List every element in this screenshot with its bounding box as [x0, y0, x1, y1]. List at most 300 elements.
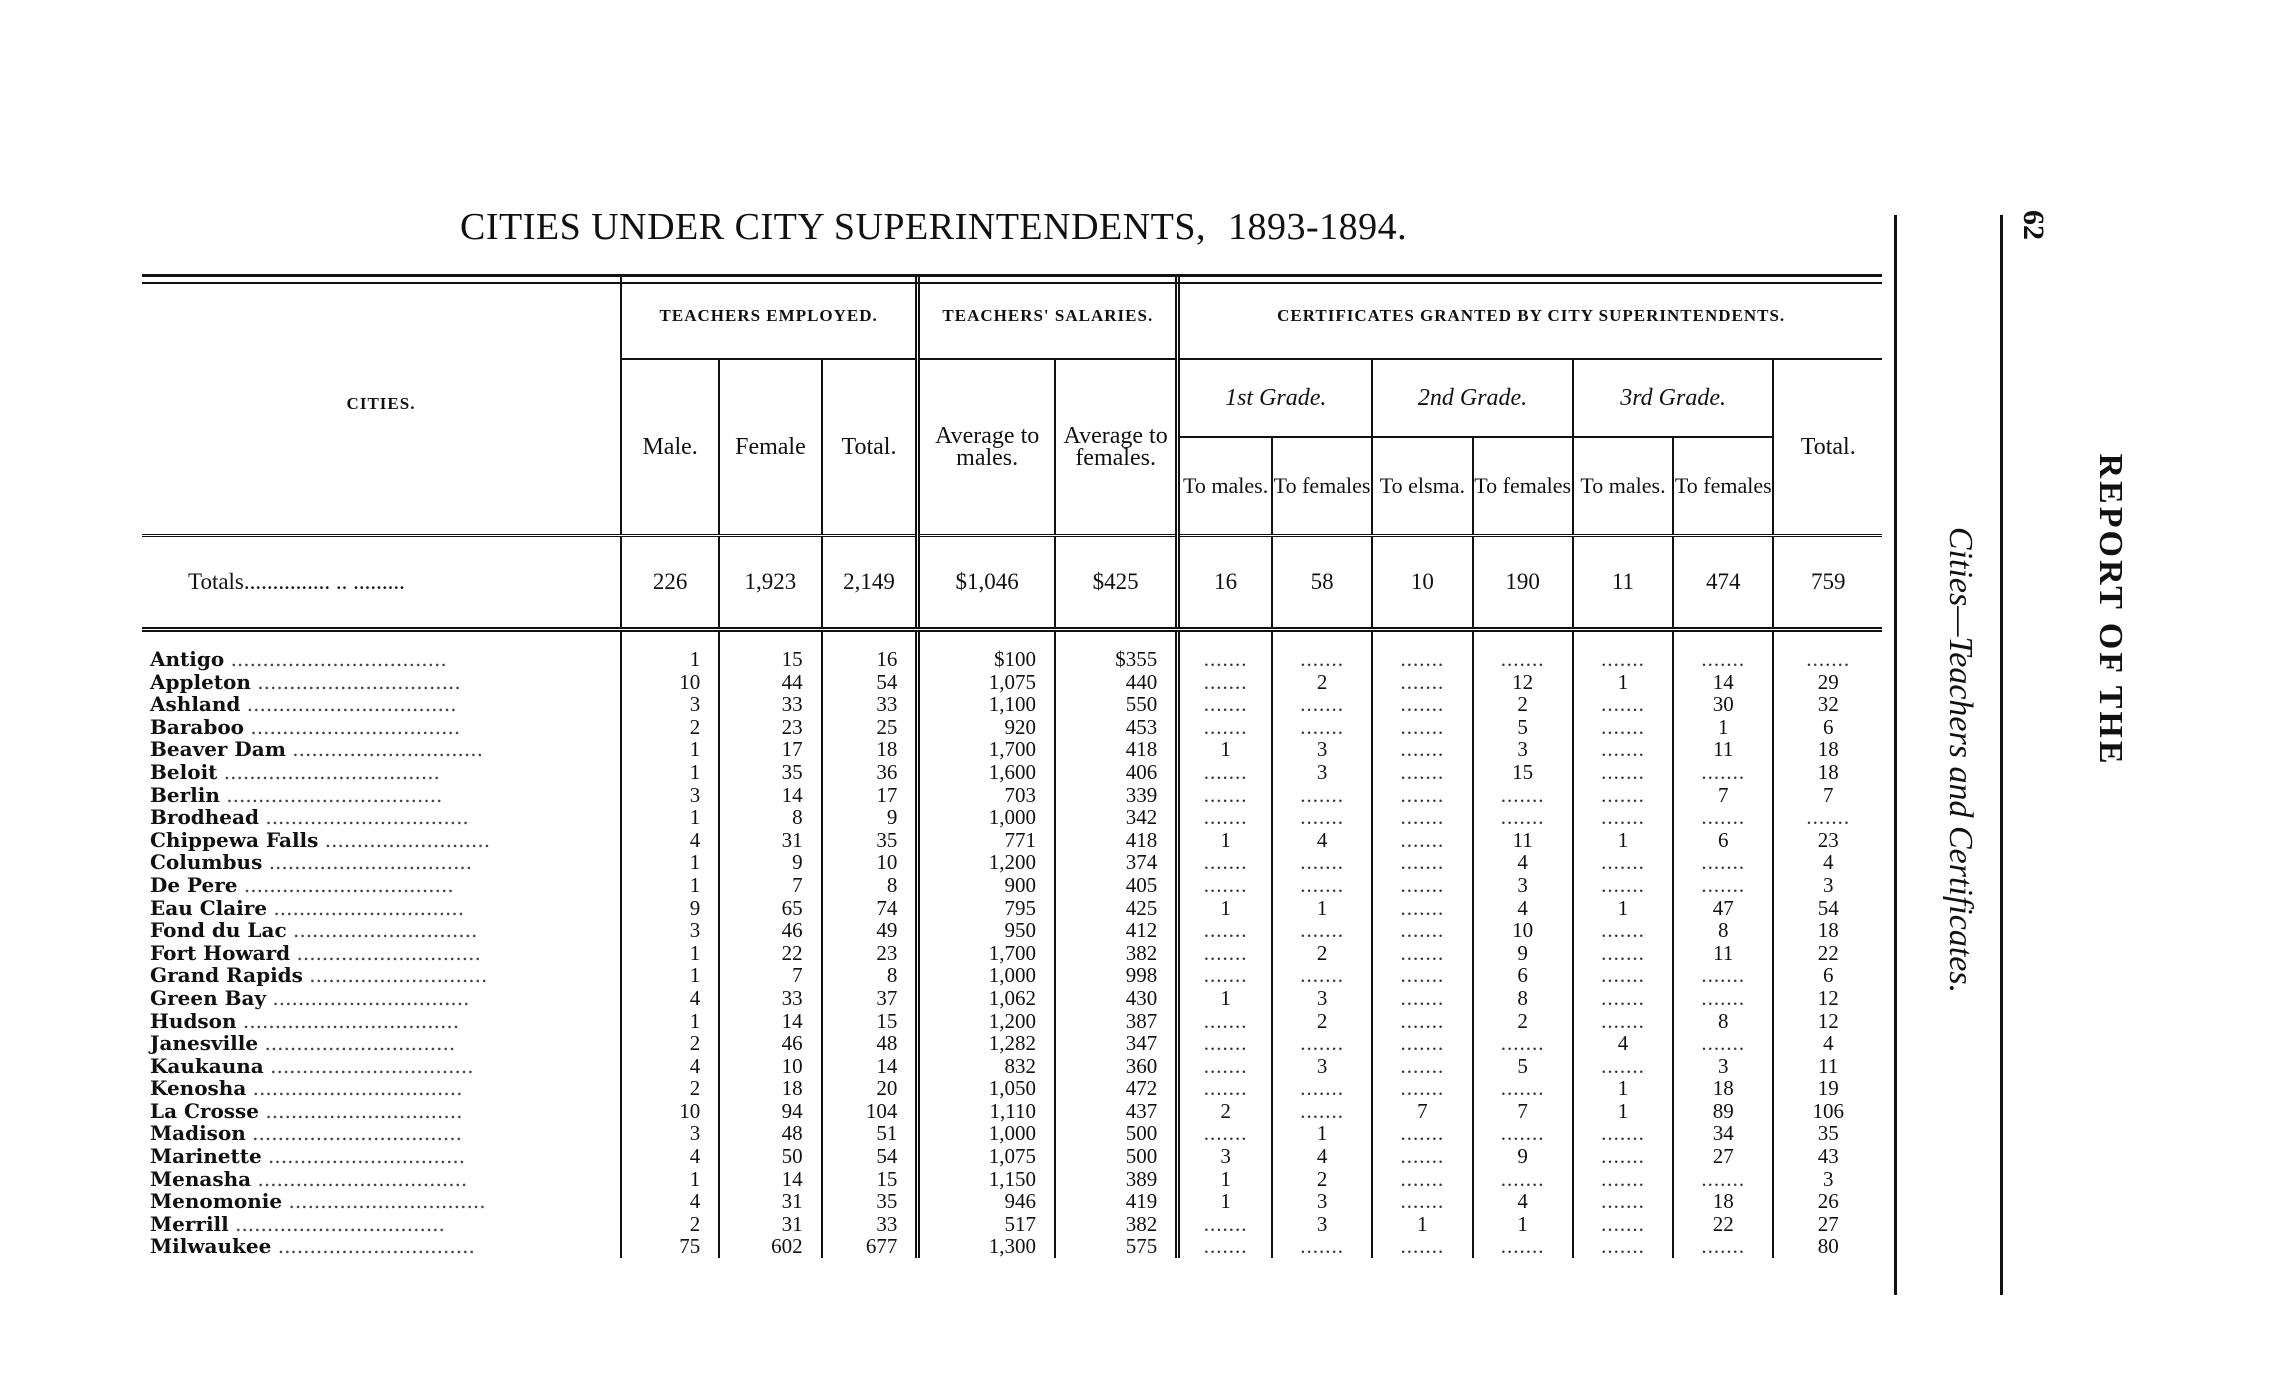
cell-female: 8 — [719, 806, 821, 829]
cell-cert-total: 4 — [1773, 1032, 1882, 1055]
cell-g1-females: 3 — [1272, 761, 1372, 784]
cell-avg-females: 425 — [1055, 897, 1178, 920]
cell-g1-females: 2 — [1272, 1168, 1372, 1191]
cell-g2-females: 3 — [1473, 874, 1573, 897]
city-name: Green Bay ............................... — [150, 986, 470, 1010]
cell-g1-females: ....... — [1272, 851, 1372, 874]
cell-g3-males: ....... — [1573, 1235, 1673, 1258]
cell-g2-females: 7 — [1473, 1100, 1573, 1123]
cell-g2-females: 5 — [1473, 716, 1573, 739]
cell-g3-females: 89 — [1673, 1100, 1773, 1123]
cell-male: 1 — [621, 806, 719, 829]
cell-g1-males: ....... — [1178, 874, 1272, 897]
table-row — [142, 693, 1882, 716]
cell-total: 36 — [822, 761, 918, 784]
cell-g2-males: 1 — [1372, 1213, 1472, 1236]
cell-total: 33 — [822, 693, 918, 716]
cell-g3-females: 11 — [1673, 738, 1773, 761]
cell-g1-females: ....... — [1272, 630, 1372, 671]
cell-male: 1 — [621, 874, 719, 897]
city-name: Kaukauna ................................ — [150, 1054, 474, 1078]
cell-g2-males: ....... — [1372, 738, 1472, 761]
city-name: Milwaukee ............................... — [150, 1235, 475, 1259]
cell-female: 31 — [719, 829, 821, 852]
city-name: Hudson .................................. — [150, 1009, 460, 1033]
page-number: 62 — [2017, 210, 2050, 240]
running-head: REPORT OF THE — [2092, 453, 2129, 767]
header-cert-total: Total. — [1773, 359, 1882, 536]
totals-g2-males: 10 — [1372, 536, 1472, 630]
cell-g1-males: 1 — [1178, 1168, 1272, 1191]
cell-g1-females: 3 — [1272, 738, 1372, 761]
table-row — [142, 1100, 1882, 1123]
cell-avg-females: 575 — [1055, 1235, 1178, 1258]
cell-g1-females: 2 — [1272, 942, 1372, 965]
table-row — [142, 897, 1882, 920]
cell-male: 1 — [621, 738, 719, 761]
header-teachers-salaries: TEACHERS' SALARIES. — [918, 274, 1178, 359]
cell-g2-males: ....... — [1372, 806, 1472, 829]
cell-total: 18 — [822, 738, 918, 761]
header-g3-males: To males. — [1573, 437, 1673, 536]
cell-avg-males: 1,100 — [918, 693, 1055, 716]
cell-g3-males: ....... — [1573, 919, 1673, 942]
cell-g3-males: 1 — [1573, 829, 1673, 852]
dot-leader: ................................. — [251, 1167, 468, 1191]
cell-avg-males: 900 — [918, 874, 1055, 897]
cell-g3-females: 18 — [1673, 1190, 1773, 1213]
cell-avg-males: 1,075 — [918, 671, 1055, 694]
city-name: Appleton ................................ — [150, 670, 461, 694]
cell-total: 15 — [822, 1010, 918, 1033]
dot-leader: ................................ — [262, 851, 473, 874]
cell-g3-females: ....... — [1673, 761, 1773, 784]
cell-male: 75 — [621, 1235, 719, 1258]
header-g3-females: To females — [1673, 437, 1773, 536]
header-grade-2: 2nd Grade. — [1372, 359, 1573, 437]
city-name: Grand Rapids ............................ — [150, 964, 488, 987]
cell-cert-total: ....... — [1773, 806, 1882, 829]
cell-g1-males: ....... — [1178, 1235, 1272, 1258]
cell-g3-males: ....... — [1573, 806, 1673, 829]
cell-cert-total: 27 — [1773, 1213, 1882, 1236]
cell-total: 8 — [822, 874, 918, 897]
dot-leader: .................................. — [236, 1009, 460, 1033]
cell-g2-females: ....... — [1473, 1077, 1573, 1100]
cell-g3-females: ....... — [1673, 630, 1773, 671]
table-row — [142, 806, 1882, 829]
cell-g1-females: 4 — [1272, 1145, 1372, 1168]
cell-g3-males: ....... — [1573, 693, 1673, 716]
cell-cert-total: 3 — [1773, 1168, 1882, 1191]
cell-g3-females: 6 — [1673, 829, 1773, 852]
cell-g3-males: ....... — [1573, 1010, 1673, 1033]
cell-g2-males: ....... — [1372, 693, 1472, 716]
cell-g1-males: ....... — [1178, 693, 1272, 716]
table-row — [142, 1055, 1882, 1078]
cell-g1-females: ....... — [1272, 693, 1372, 716]
cell-g2-males: ....... — [1372, 942, 1472, 965]
cell-g1-males: 1 — [1178, 1190, 1272, 1213]
cell-total: 9 — [822, 806, 918, 829]
cell-cert-total: 32 — [1773, 693, 1882, 716]
header-male: Male. — [621, 359, 719, 536]
header-teachers-employed: TEACHERS EMPLOYED. — [621, 274, 918, 359]
city-name: De Pere ................................. — [150, 873, 454, 897]
cell-g1-females: ....... — [1272, 964, 1372, 987]
city-name: Ashland ................................. — [150, 693, 457, 716]
cell-g1-females: ....... — [1272, 716, 1372, 739]
cell-female: 46 — [719, 1032, 821, 1055]
cell-avg-males: 946 — [918, 1190, 1055, 1213]
cell-g2-females: ....... — [1473, 806, 1573, 829]
city-name: Menasha ................................. — [150, 1167, 468, 1191]
dot-leader: ................................. — [246, 1077, 463, 1100]
dot-leader: .................................. — [224, 647, 447, 671]
table-row — [142, 1213, 1882, 1236]
dot-leader: ................................. — [237, 873, 454, 897]
cell-g2-males: ....... — [1372, 1235, 1472, 1258]
cell-g3-males: ....... — [1573, 716, 1673, 739]
cell-avg-males: 1,150 — [918, 1168, 1055, 1191]
cell-female: 14 — [719, 1168, 821, 1191]
cell-g1-females: 3 — [1272, 1190, 1372, 1213]
table-row — [142, 987, 1882, 1010]
totals-avg-males: $1,046 — [918, 536, 1055, 630]
cell-total: 51 — [822, 1122, 918, 1145]
cell-cert-total: 26 — [1773, 1190, 1882, 1213]
city-name: Fort Howard ............................. — [150, 941, 481, 965]
cell-g3-females: 1 — [1673, 716, 1773, 739]
cell-male: 9 — [621, 897, 719, 920]
cell-g2-females: 11 — [1473, 829, 1573, 852]
cell-g2-males: 7 — [1372, 1100, 1472, 1123]
cell-g1-males: 1 — [1178, 897, 1272, 920]
cell-g3-females: 27 — [1673, 1145, 1773, 1168]
cell-g1-females: ....... — [1272, 874, 1372, 897]
cell-avg-females: 500 — [1055, 1122, 1178, 1145]
cell-total: 49 — [822, 919, 918, 942]
city-name: Beloit .................................. — [150, 760, 440, 784]
cell-avg-females: 405 — [1055, 874, 1178, 897]
table-row — [142, 761, 1882, 784]
header-grade-1: 1st Grade. — [1178, 359, 1372, 437]
city-name: Columbus ................................ — [150, 851, 473, 874]
cell-female: 7 — [719, 964, 821, 987]
totals-g1-females: 58 — [1272, 536, 1372, 630]
city-name: Brodhead ................................ — [150, 806, 469, 829]
cell-g2-females: ....... — [1473, 1122, 1573, 1145]
cell-total: 25 — [822, 716, 918, 739]
header-total: Total. — [822, 359, 918, 536]
cell-g1-females: ....... — [1272, 1235, 1372, 1258]
cell-male: 3 — [621, 784, 719, 807]
cell-g3-females: 22 — [1673, 1213, 1773, 1236]
city-name: Antigo .................................. — [150, 647, 447, 671]
dot-leader: .................................. — [219, 783, 443, 807]
table-row — [142, 874, 1882, 897]
cell-g3-males: ....... — [1573, 761, 1673, 784]
cell-g3-females: ....... — [1673, 851, 1773, 874]
cell-cert-total: 6 — [1773, 964, 1882, 987]
cell-total: 104 — [822, 1100, 918, 1123]
table-row — [142, 1145, 1882, 1168]
cell-avg-females: 998 — [1055, 964, 1178, 987]
cell-avg-males: 1,200 — [918, 851, 1055, 874]
cell-g2-males: ....... — [1372, 630, 1472, 671]
superintendents-table-wrap — [142, 274, 1882, 1258]
cell-g3-females: 34 — [1673, 1122, 1773, 1145]
cell-cert-total: 54 — [1773, 897, 1882, 920]
cell-total: 35 — [822, 829, 918, 852]
cell-g3-males: ....... — [1573, 738, 1673, 761]
margin-rule-1 — [1894, 215, 1897, 1295]
cell-male: 1 — [621, 851, 719, 874]
totals-g2-females: 190 — [1473, 536, 1573, 630]
cell-male: 1 — [621, 942, 719, 965]
dot-leader: .............................. — [267, 896, 465, 920]
cell-male: 3 — [621, 919, 719, 942]
cell-g2-females: ....... — [1473, 784, 1573, 807]
cell-avg-males: 1,050 — [918, 1077, 1055, 1100]
side-caption: Cities—Teachers and Certificates. — [1942, 526, 1979, 994]
table-row — [142, 851, 1882, 874]
header-cities: CITIES. — [346, 394, 416, 413]
table-row — [142, 1077, 1882, 1100]
cell-male: 1 — [621, 630, 719, 671]
cell-g3-males: ....... — [1573, 964, 1673, 987]
cell-g1-males: ....... — [1178, 1010, 1272, 1033]
cell-avg-females: 339 — [1055, 784, 1178, 807]
totals-g3-females: 474 — [1673, 536, 1773, 630]
cell-cert-total: 22 — [1773, 942, 1882, 965]
cell-cert-total: 43 — [1773, 1145, 1882, 1168]
table-row — [142, 738, 1882, 761]
table-row — [142, 716, 1882, 739]
cell-g2-males: ....... — [1372, 784, 1472, 807]
cell-g1-males: ....... — [1178, 1032, 1272, 1055]
cell-g3-males: ....... — [1573, 851, 1673, 874]
city-name: Chippewa Falls .......................... — [150, 828, 491, 852]
table-row — [142, 919, 1882, 942]
cell-g3-males: 1 — [1573, 1100, 1673, 1123]
cell-total: 33 — [822, 1213, 918, 1236]
cell-g1-females: 1 — [1272, 897, 1372, 920]
cell-g1-females: 3 — [1272, 1055, 1372, 1078]
cell-female: 65 — [719, 897, 821, 920]
cell-g3-females: ....... — [1673, 874, 1773, 897]
cell-g2-males: ....... — [1372, 761, 1472, 784]
city-rows — [142, 630, 1882, 1259]
totals-section — [142, 536, 1882, 630]
cell-g2-females: 8 — [1473, 987, 1573, 1010]
cell-g1-females: ....... — [1272, 1077, 1372, 1100]
header-g1-males: To males. — [1178, 437, 1272, 536]
cell-g2-males: ....... — [1372, 964, 1472, 987]
totals-g3-males: 11 — [1573, 536, 1673, 630]
cell-g2-females: 15 — [1473, 761, 1573, 784]
cell-avg-females: 418 — [1055, 738, 1178, 761]
cell-female: 17 — [719, 738, 821, 761]
cell-g2-females: ....... — [1473, 630, 1573, 671]
cell-g2-females: 4 — [1473, 1190, 1573, 1213]
cell-avg-females: 382 — [1055, 942, 1178, 965]
cell-cert-total: 18 — [1773, 738, 1882, 761]
cell-g1-females: ....... — [1272, 1100, 1372, 1123]
cell-cert-total: 18 — [1773, 761, 1882, 784]
cell-total: 54 — [822, 1145, 918, 1168]
cell-male: 1 — [621, 964, 719, 987]
cell-g3-males: ....... — [1573, 1055, 1673, 1078]
cell-g1-males: ....... — [1178, 716, 1272, 739]
dot-leader: ................................ — [258, 806, 469, 829]
cell-g2-females: 4 — [1473, 897, 1573, 920]
cell-g2-females: 2 — [1473, 693, 1573, 716]
cell-male: 2 — [621, 1077, 719, 1100]
cell-g1-males: ....... — [1178, 919, 1272, 942]
cell-g2-males: ....... — [1372, 1077, 1472, 1100]
dot-leader: ............................. — [286, 919, 478, 942]
cell-female: 31 — [719, 1213, 821, 1236]
cell-male: 4 — [621, 1055, 719, 1078]
totals-female: 1,923 — [719, 536, 821, 630]
cell-g2-females: ....... — [1473, 1235, 1573, 1258]
cell-g3-males: 1 — [1573, 1077, 1673, 1100]
dot-leader: ................................. — [240, 693, 457, 716]
cell-total: 23 — [822, 942, 918, 965]
header-g1-females: To females — [1272, 437, 1372, 536]
table-row — [142, 1032, 1882, 1055]
cell-cert-total: 12 — [1773, 987, 1882, 1010]
table-row — [142, 964, 1882, 987]
cell-female: 44 — [719, 671, 821, 694]
cell-avg-males: 920 — [918, 716, 1055, 739]
dot-leader: .................................. — [217, 760, 440, 784]
header-g2-males: To elsma. — [1372, 437, 1472, 536]
cell-cert-total: 7 — [1773, 784, 1882, 807]
cell-g3-females: 8 — [1673, 1010, 1773, 1033]
cell-female: 9 — [719, 851, 821, 874]
table-row — [142, 1190, 1882, 1213]
city-name: Merrill ................................. — [150, 1212, 445, 1236]
cell-avg-males: 950 — [918, 919, 1055, 942]
cell-g1-females: ....... — [1272, 919, 1372, 942]
cell-avg-females: 453 — [1055, 716, 1178, 739]
cell-avg-females: 418 — [1055, 829, 1178, 852]
cell-cert-total: 18 — [1773, 919, 1882, 942]
cell-male: 1 — [621, 1010, 719, 1033]
dot-leader: ............................... — [261, 1145, 466, 1168]
cell-male: 4 — [621, 987, 719, 1010]
header-g2-females: To females — [1473, 437, 1573, 536]
header-avg-males: Average to males. — [918, 359, 1055, 536]
cell-female: 31 — [719, 1190, 821, 1213]
title-year: 1893-1894. — [1228, 206, 1408, 248]
cell-male: 4 — [621, 1190, 719, 1213]
cell-g3-males: ....... — [1573, 1145, 1673, 1168]
cell-g3-males: ....... — [1573, 1213, 1673, 1236]
city-name: Janesville .............................. — [150, 1032, 456, 1055]
cell-g2-males: ....... — [1372, 1032, 1472, 1055]
cell-g3-females: 47 — [1673, 897, 1773, 920]
cell-avg-females: 342 — [1055, 806, 1178, 829]
cell-g1-females: ....... — [1272, 806, 1372, 829]
cell-g3-females: 8 — [1673, 919, 1773, 942]
cell-female: 18 — [719, 1077, 821, 1100]
cell-g1-males: 1 — [1178, 738, 1272, 761]
cell-g2-males: ....... — [1372, 919, 1472, 942]
cell-g1-females: 1 — [1272, 1122, 1372, 1145]
cell-avg-males: 1,000 — [918, 964, 1055, 987]
cell-g3-males: ....... — [1573, 1122, 1673, 1145]
totals-label: Totals............... .. ......... — [142, 536, 621, 630]
cell-g3-males: ....... — [1573, 784, 1673, 807]
cell-g1-males: ....... — [1178, 1055, 1272, 1078]
cell-male: 10 — [621, 1100, 719, 1123]
cell-avg-females: 389 — [1055, 1168, 1178, 1191]
cell-g2-females: 4 — [1473, 851, 1573, 874]
cell-avg-males: 1,000 — [918, 1122, 1055, 1145]
cell-g1-females: ....... — [1272, 1032, 1372, 1055]
totals-total: 2,149 — [822, 536, 918, 630]
cell-male: 10 — [621, 671, 719, 694]
cell-cert-total: 6 — [1773, 716, 1882, 739]
cell-g2-females: ....... — [1473, 1168, 1573, 1191]
cell-avg-males: 1,282 — [918, 1032, 1055, 1055]
totals-cert-total: 759 — [1773, 536, 1882, 630]
cell-g2-females: 6 — [1473, 964, 1573, 987]
cell-g2-males: ....... — [1372, 1010, 1472, 1033]
cell-g2-females: 10 — [1473, 919, 1573, 942]
cell-cert-total: 23 — [1773, 829, 1882, 852]
margin-rule-2 — [2000, 215, 2003, 1295]
dot-leader: ............................... — [266, 986, 470, 1010]
cell-g2-males: ....... — [1372, 874, 1472, 897]
cell-g2-females: 5 — [1473, 1055, 1573, 1078]
cell-g3-males: ....... — [1573, 942, 1673, 965]
city-name: Menomonie ............................... — [150, 1190, 486, 1213]
cell-female: 15 — [719, 630, 821, 671]
cell-g3-females: 11 — [1673, 942, 1773, 965]
cell-female: 22 — [719, 942, 821, 965]
cell-avg-males: 1,200 — [918, 1010, 1055, 1033]
table-row — [142, 829, 1882, 852]
table-row — [142, 1010, 1882, 1033]
cell-avg-females: 550 — [1055, 693, 1178, 716]
dot-leader: ................................. — [228, 1212, 445, 1236]
cell-g1-males: 1 — [1178, 987, 1272, 1010]
cell-g1-males: ....... — [1178, 942, 1272, 965]
table-row — [142, 671, 1882, 694]
cell-g1-males: ....... — [1178, 671, 1272, 694]
city-name: Kenosha ................................. — [150, 1077, 463, 1100]
cell-g3-females: 7 — [1673, 784, 1773, 807]
cell-female: 10 — [719, 1055, 821, 1078]
city-name: Madison ................................. — [150, 1122, 462, 1146]
cell-avg-males: 795 — [918, 897, 1055, 920]
cell-g3-males: ....... — [1573, 1168, 1673, 1191]
cell-g1-males: ....... — [1178, 1122, 1272, 1145]
cell-g2-females: 3 — [1473, 738, 1573, 761]
cell-avg-males: 517 — [918, 1213, 1055, 1236]
cell-g2-females: 1 — [1473, 1213, 1573, 1236]
totals-row — [142, 536, 1882, 630]
cell-g2-males: ....... — [1372, 1168, 1472, 1191]
cell-g3-females: ....... — [1673, 806, 1773, 829]
cell-g1-males: ....... — [1178, 630, 1272, 671]
cell-female: 7 — [719, 874, 821, 897]
cell-g2-females: 12 — [1473, 671, 1573, 694]
